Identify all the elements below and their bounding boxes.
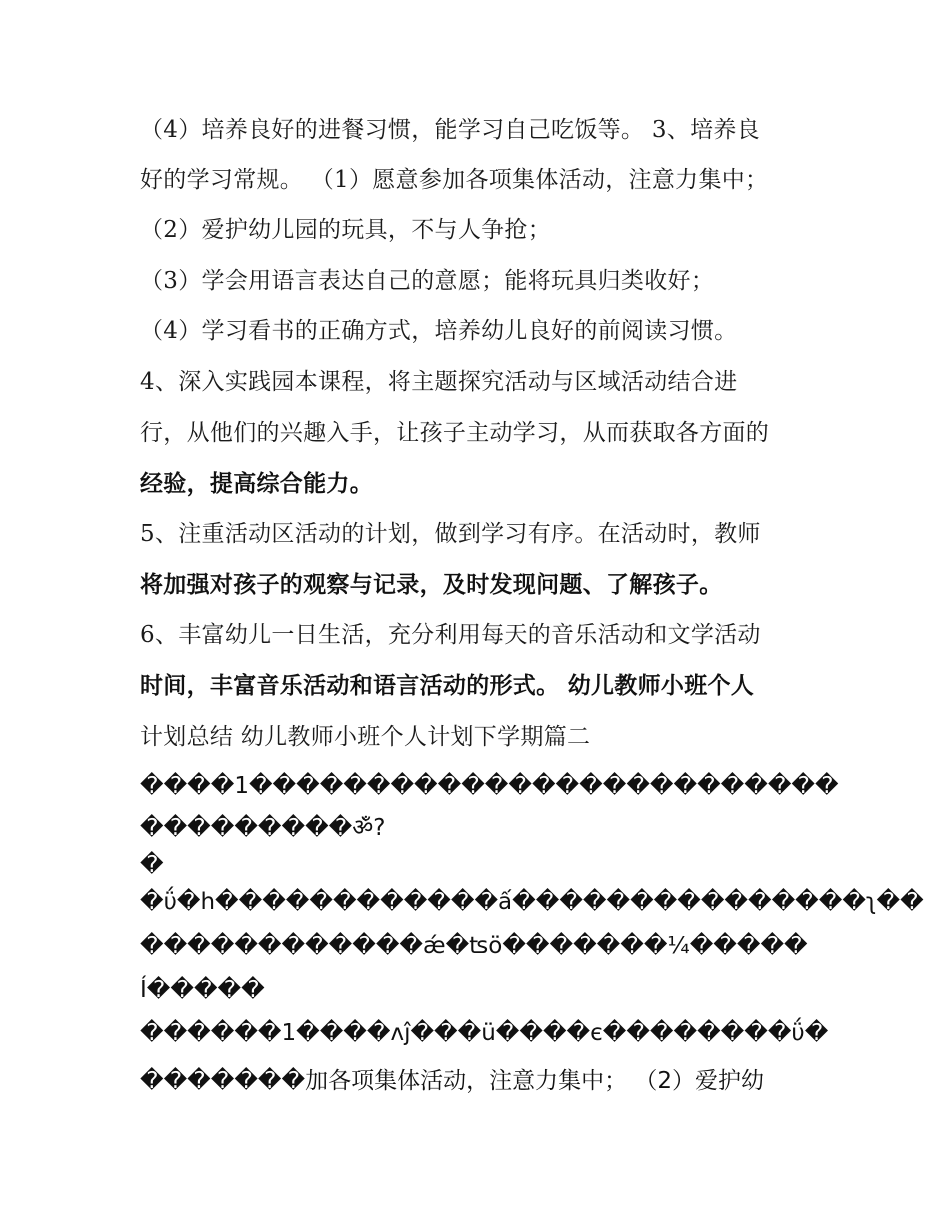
text-line: 时间，丰富音乐活动和语言活动的形式。 幼儿教师小班个人 [140, 673, 755, 699]
text-line: 好的学习常规。 （1）愿意参加各项集体活动，注意力集中； [140, 167, 769, 193]
text-line: 6、丰富幼儿一日生活，充分利用每天的音乐活动和文学活动 [140, 622, 761, 648]
garbled-text-line: Í����� [140, 977, 265, 1003]
text-line: 经验，提高综合能力。 [140, 471, 373, 497]
garbled-text-line: ������1����ʌĵ���ü����є��������ΰ� [140, 1020, 829, 1046]
text-line: 行，从他们的兴趣入手，让孩子主动学习，从而获取各方面的 [140, 420, 770, 446]
garbled-text-line: � [140, 852, 164, 878]
text-line: （3）学会用语言表达自己的意愿；能将玩具归类收好； [140, 268, 715, 294]
garbled-text-line: ���������ॐ̀? [140, 815, 386, 841]
garbled-text-line: ������������ǽ�ʦö�������¼����� [140, 933, 808, 959]
text-line: 计划总结 幼儿教师小班个人计划下学期篇二 [140, 724, 591, 750]
garbled-text-line: �������加各项集体活动，注意力集中； （2）爱护幼 [140, 1068, 765, 1094]
text-line: 4、深入实践园本课程，将主题探究活动与区域活动结合进 [140, 369, 738, 395]
text-line: 将加强对孩子的观察与记录，及时发现问题、了解孩子。 [140, 572, 723, 598]
garbled-text-line: ����1������������������������� [140, 773, 839, 799]
garbled-text-line: �ΰ�h������������ấ���������������ʅ�� [140, 889, 924, 915]
text-line: （4）学习看书的正确方式，培养幼儿良好的前阅读习惯。 [140, 318, 738, 344]
text-line: （2）爱护幼儿园的玩具，不与人争抢； [140, 217, 552, 243]
text-line: 5、注重活动区活动的计划，做到学习有序。在活动时，教师 [140, 521, 761, 547]
text-line: （4）培养良好的进餐习惯，能学习自己吃饭等。 3、培养良 [140, 117, 760, 143]
